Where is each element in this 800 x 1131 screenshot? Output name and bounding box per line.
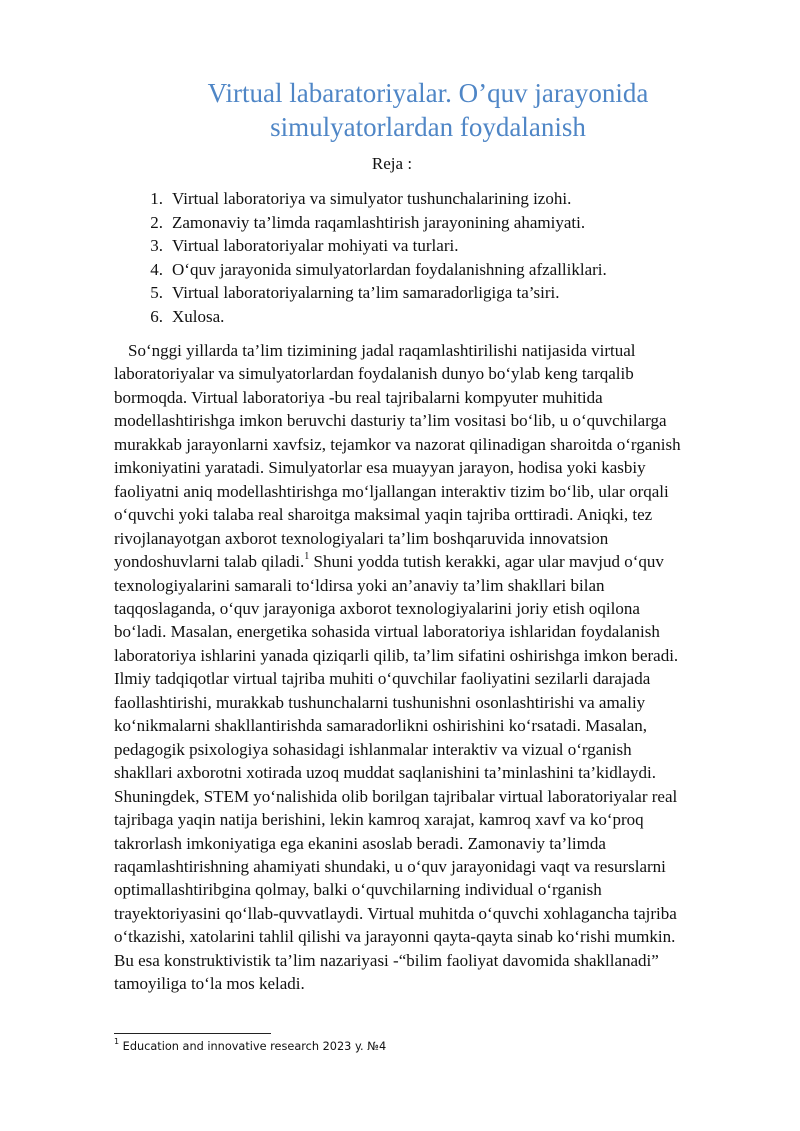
plan-heading <box>0 153 800 175</box>
body-line: taqqoslaganda, o‘quv jarayoniga axborot texnologiyalarini joriy etish oqilona <box>114 598 640 618</box>
footnote <box>114 1039 386 1055</box>
body-line: murakkab jarayonlarni xavfsiz, tejamkor va nazorat qilinadigan sharoitda o‘rganish <box>114 434 681 454</box>
plan-heading-text: Reja : <box>371 154 413 173</box>
body-line: faollashtirishi, murakkab tushunchalarni tushunishni osonlashtirishi va amaliy <box>114 692 646 712</box>
body-line <box>114 550 754 573</box>
title-line-2: simulyatorlardan foydalanish <box>270 112 586 142</box>
body-line: pedagogik psixologiya sohasidagi ishlanmalar interaktiv va vizual o‘rganish <box>114 739 632 759</box>
footnote-reference[interactable]: 1 <box>304 551 310 563</box>
body-line-text: yondoshuvlarni talab qiladi. <box>114 552 305 572</box>
body-line: trayektoriyasini qo‘llab-quvvatlaydi. Virtual muhitda o‘quvchi xohlagancha tajriba <box>114 903 677 923</box>
footnote-separator <box>114 1033 271 1034</box>
body-line: modellashtirishga imkon beruvchi dasturiy ta’lim vositasi bo‘lib, u o‘quvchilarga <box>114 411 667 431</box>
plan-item: 3. Virtual laboratoriyalar mohiyati va turlari. <box>150 236 459 256</box>
plan-item: 6. Xulosa. <box>150 306 225 326</box>
body-line: bormoqda. Virtual laboratoriya -bu real tajribalarni kompyuter muhitida <box>114 387 603 407</box>
body-line: rivojlanayotgan axborot texnologiyalari ta’lim boshqaruvida innovatsion <box>114 528 609 548</box>
body-line: laboratoriyalar va simulyatorlardan foydalanish dunyo bo‘ylab keng tarqalib <box>114 364 634 384</box>
document-title <box>90 76 766 144</box>
body-line-text: Shuni yodda tutish kerakki, agar ular mavjud o‘quv <box>309 552 664 572</box>
body-line: bo‘ladi. Masalan, energetika sohasida virtual laboratoriya ishlaridan foydalanish <box>114 622 660 642</box>
body-line: tajribaga yaqin natija berishini, lekin kamroq xarajat, kamroq xavf va ko‘proq <box>114 810 644 830</box>
body-line: texnologiyalarini samarali to‘ldirsa yoki an’anaviy ta’lim shakllari bilan <box>114 575 605 595</box>
body-line: takrorlash imkoniyatiga ega ekanini asoslab beradi. Zamonaviy ta’limda <box>114 833 606 853</box>
body-line: ko‘nikmalarni shakllantirishda samaradorlikni oshirishini ko‘rsatadi. Masalan, <box>114 716 648 736</box>
body-line: laboratoriya ishlarini yanada qiziqarli qilib, ta’lim sifatini oshirishga imkon beradi. <box>114 645 679 665</box>
body-line: Ilmiy tadqiqotlar virtual tajriba muhiti o‘quvchilar faoliyatini sezilarli darajada <box>114 669 651 689</box>
body-line: o‘tkazishi, xatolarini tahlil qilishi va jarayonni qayta-qayta sinab ko‘rishi mumkin. <box>114 927 676 947</box>
body-line: faoliyatni aniq modellashtirishga mo‘ljallangan interaktiv tizim bo‘lib, ular orqali <box>114 481 669 501</box>
plan-item: 1. Virtual laboratoriya va simulyator tushunchalarining izohi. <box>150 189 572 208</box>
plan-item: 4. O‘quv jarayonida simulyatorlardan foydalanishning afzalliklari. <box>150 259 607 279</box>
plan-item: 2. Zamonaviy ta’limda raqamlashtirish jarayonining ahamiyati. <box>150 212 586 232</box>
body-line: So‘nggi yillarda ta’lim tizimining jadal raqamlashtirilishi natijasida virtual <box>128 341 636 360</box>
title-line-1: Virtual labaratoriyalar. O’quv jarayonida <box>207 78 649 108</box>
body-line: tamoyiliga to‘la mos keladi. <box>114 974 305 994</box>
body-paragraph <box>114 339 754 996</box>
footnote-text: Education and innovative research 2023 y. №4 <box>119 1040 387 1053</box>
footnote-number: 1 <box>114 1037 120 1047</box>
body-line: raqamlashtirishning ahamiyati shundaki, u o‘quv jarayonidagi vaqt va resurslarni <box>114 856 666 876</box>
body-line: Bu esa konstruktivistik ta’lim nazariyasi -“bilim faoliyat davomida shakllanadi” <box>114 950 659 970</box>
body-line: imkoniyatini yaratadi. Simulyatorlar esa muayyan jarayon, hodisa yoki kasbiy <box>114 458 646 478</box>
body-line: o‘quvchi yoki talaba real sharoitga maksimal yaqin tajriba orttiradi. Aniqki, tez <box>114 505 653 525</box>
plan-list <box>115 187 755 329</box>
body-line: Shuningdek, STEM yo‘nalishida olib borilgan tajribalar virtual laboratoriyalar real <box>114 786 678 806</box>
plan-item: 5. Virtual laboratoriyalarning ta’lim samaradorligiga ta’siri. <box>150 283 560 303</box>
body-line: shakllari axborotni xotirada uzoq muddat saqlanishini ta’minlashini ta’kidlaydi. <box>114 763 656 783</box>
body-line: optimallashtiribgina qolmay, balki o‘quvchilarning individual o‘rganish <box>114 880 602 900</box>
